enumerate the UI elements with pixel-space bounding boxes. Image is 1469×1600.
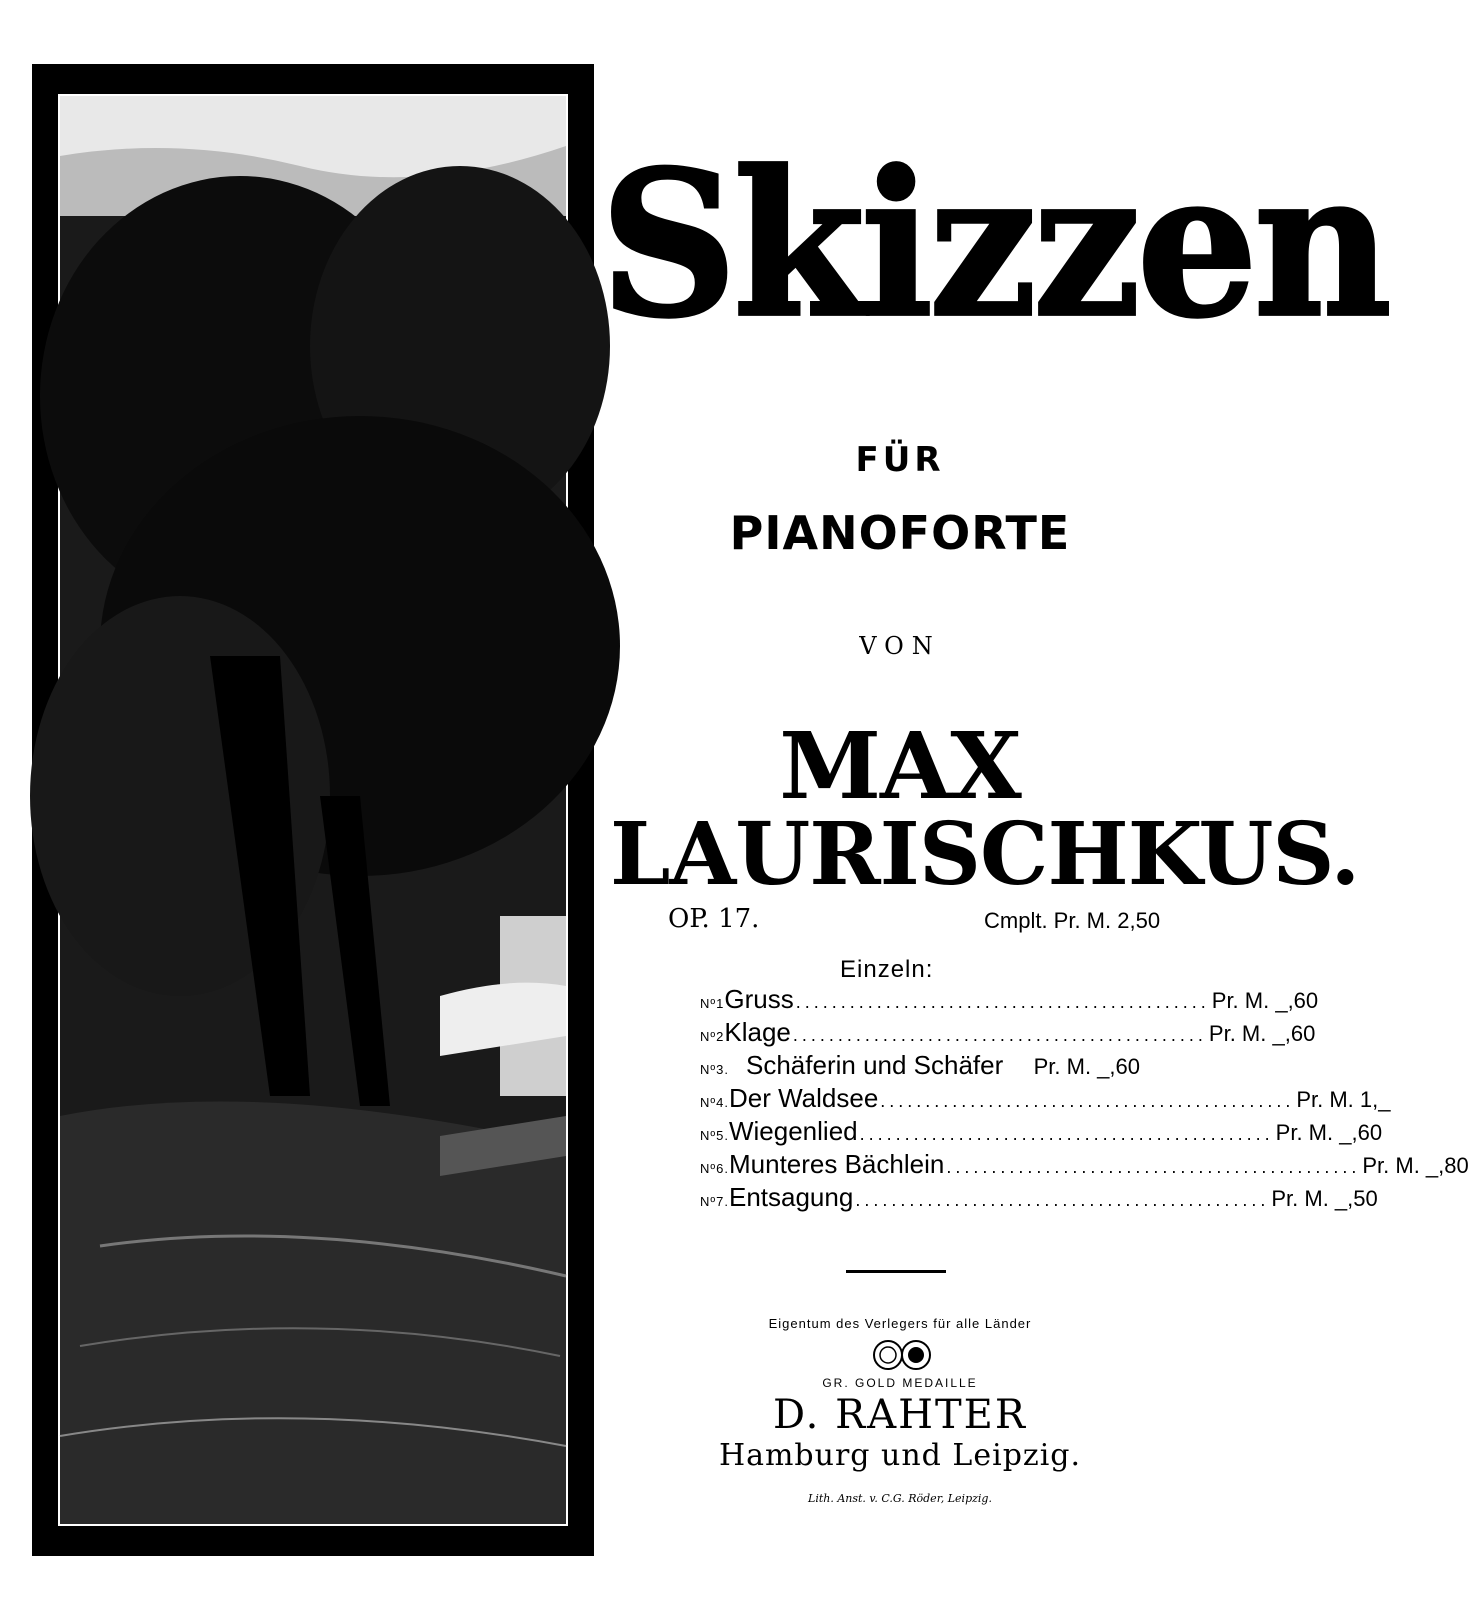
piece-price: Pr. M. _,60	[1211, 988, 1319, 1013]
subtitle-pianoforte: PIANOFORTE	[729, 506, 1071, 560]
list-item	[700, 984, 1319, 1017]
piece-number: Nº5.	[700, 1128, 729, 1143]
piece-name: Der Waldsee	[728, 1083, 879, 1113]
opus-number: OP. 17.	[668, 904, 760, 934]
composer-last-name: LAURISCHKUS.	[610, 804, 1360, 905]
piece-name: Wiegenlied	[728, 1116, 858, 1146]
pieces-list	[700, 984, 1469, 1215]
piece-name: Klage	[724, 1017, 791, 1047]
piece-price: Pr. M. 1,_	[1296, 1087, 1391, 1112]
piece-number: Nº7.	[700, 1194, 729, 1209]
publisher-city: Hamburg und Leipzig.	[718, 1438, 1082, 1473]
illustration-frame	[32, 64, 594, 1556]
piece-name: Entsagung	[728, 1182, 854, 1212]
list-item	[700, 1116, 1383, 1149]
publisher-name: D. RAHTER	[773, 1392, 1027, 1438]
list-item	[700, 1017, 1316, 1050]
piece-price: Pr. M. _,60	[1208, 1021, 1316, 1046]
leader-dots: ..............................................	[946, 1157, 1361, 1177]
leader-dots: ..............................................	[795, 992, 1210, 1012]
subtitle-fuer: FÜR	[855, 440, 945, 480]
leader-dots: ..............................................	[880, 1091, 1295, 1111]
divider	[846, 1270, 946, 1273]
composer-first-name: MAX	[779, 712, 1021, 820]
piece-number: Nº3.	[700, 1062, 729, 1077]
piece-number: Nº6.	[700, 1161, 729, 1176]
list-item	[700, 1083, 1391, 1116]
subtitle-von: VON	[859, 632, 941, 660]
piece-name: Munteres Bächlein	[728, 1149, 945, 1179]
page-title: Skizzen	[600, 127, 1388, 362]
piece-price: Pr. M. _,50	[1271, 1186, 1378, 1211]
piece-number: Nº1	[700, 996, 725, 1011]
leader-dots: ..............................................	[855, 1190, 1270, 1210]
piece-name: Schäferin und Schäfer	[746, 1050, 1004, 1080]
piece-number: Nº2	[700, 1029, 725, 1044]
list-item	[700, 1182, 1378, 1215]
medal-caption: GR. GOLD MEDAILLE	[822, 1376, 978, 1390]
forest-illustration	[60, 96, 566, 1524]
leader-dots: ..............................................	[792, 1025, 1207, 1045]
complete-price: Cmplt. Pr. M. 2,50	[984, 908, 1161, 933]
piece-price: Pr. M. _,80	[1362, 1153, 1469, 1178]
forest-engraving	[58, 94, 568, 1526]
einzeln-label: Einzeln:	[840, 956, 934, 983]
leader-dots: ..............................................	[859, 1124, 1274, 1144]
rights-notice: Eigentum des Verlegers für alle Länder	[768, 1316, 1032, 1331]
piece-name: Gruss	[724, 984, 794, 1014]
list-item	[700, 1050, 1140, 1083]
medal-icon	[872, 1338, 932, 1372]
piece-price: Pr. M. _,60	[1033, 1054, 1140, 1079]
piece-price: Pr. M. _,60	[1275, 1120, 1383, 1145]
piece-number: Nº4.	[700, 1095, 729, 1110]
lithographer-credit: Lith. Anst. v. C.G. Röder, Leipzig.	[808, 1492, 992, 1505]
title-panel	[600, 0, 1469, 1600]
list-item	[700, 1149, 1469, 1182]
